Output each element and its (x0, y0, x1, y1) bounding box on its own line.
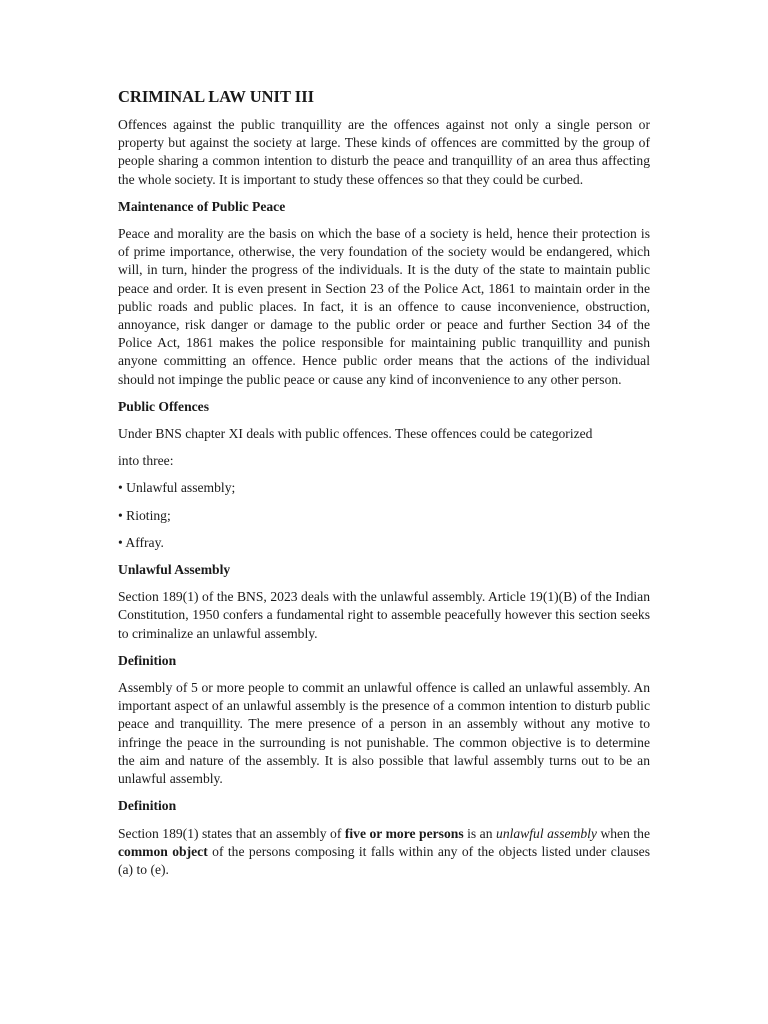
heading-definition-1: Definition (118, 652, 177, 668)
intro-paragraph: Offences against the public tranquillity are the offences against not only a single person or property but against the society at large. These kinds of offences are committed by the group of people sharing a common intention to disturb the peace and tranquillity of an area thus affecting the whole society. It is important to study these offences so that they could be curbed. (118, 117, 650, 187)
definition-2-italic-unlawful-assembly: unlawful assembly (496, 825, 597, 841)
document-page (118, 86, 650, 888)
definition-2-text-part-1: Section 189(1) states that an assembly of (118, 825, 345, 841)
maintenance-paragraph: Peace and morality are the basis on which the base of a society is held, hence their protection is of prime importance, otherwise, the very foundation of the society would be endangered, which will, in turn, hinder the progress of the individuals. It is the duty of the state to maintain public peace and order. It is even present in Section 23 of the Police Act, 1861 to maintain order in the public roads and public places. In fact, it is an offence to cause inconvenience, obstruction, annoyance, risk danger or damage to the public order or peace and further Section 34 of the Police Act, 1861 makes the police responsible for maintaining public tranquillity and punish anyone committing an offence. Hence public order means that the actions of the individual should not impinge the public peace or cause any kind of inconvenience to any other person. (118, 226, 650, 387)
definition-2-text-part-3: when the (596, 825, 650, 841)
bullet-affray: • Affray. (118, 534, 164, 550)
public-offences-line-1: Under BNS chapter XI deals with public offences. These offences could be categorized (118, 426, 593, 442)
bullet-rioting: • Rioting; (118, 507, 171, 523)
document-title: CRIMINAL LAW UNIT III (118, 87, 315, 106)
unlawful-assembly-paragraph: Section 189(1) of the BNS, 2023 deals with the unlawful assembly. Article 19(1)(B) of the Indian Constitution, 1950 confers a fundamental right to assemble peacefully however this section seeks to criminalize an unlawful assembly. (118, 589, 650, 641)
heading-public-offences: Public Offences (118, 398, 209, 414)
definition-2-paragraph (118, 825, 650, 880)
definition-2-bold-five-or-more-persons: five or more persons (344, 825, 464, 841)
definition-2-text-part-2: is an (463, 825, 497, 841)
heading-definition-2: Definition (118, 798, 177, 814)
definition-1-paragraph: Assembly of 5 or more people to commit an unlawful offence is called an unlawful assembly. An important aspect of an unlawful assembly is the presence of a common intention to disturb public peace and tranquillity. The mere presence of a person in an assembly without any motive to infringe the peace in the surrounding is not punishable. The common objective is to determine the aim and nature of the assembly. It is also possible that lawful assembly turns out to be an unlawful assembly. (118, 680, 650, 787)
heading-unlawful-assembly: Unlawful Assembly (118, 562, 231, 578)
heading-maintenance-of-public-peace: Maintenance of Public Peace (118, 198, 286, 214)
definition-2-bold-common-object: common object (118, 843, 208, 859)
definition-2-text-part-4: of the persons composing it falls within any of the objects listed under clauses (a) to (e). (118, 843, 650, 877)
public-offences-line-2: into three: (118, 453, 174, 469)
bullet-unlawful-assembly: • Unlawful assembly; (118, 480, 236, 496)
